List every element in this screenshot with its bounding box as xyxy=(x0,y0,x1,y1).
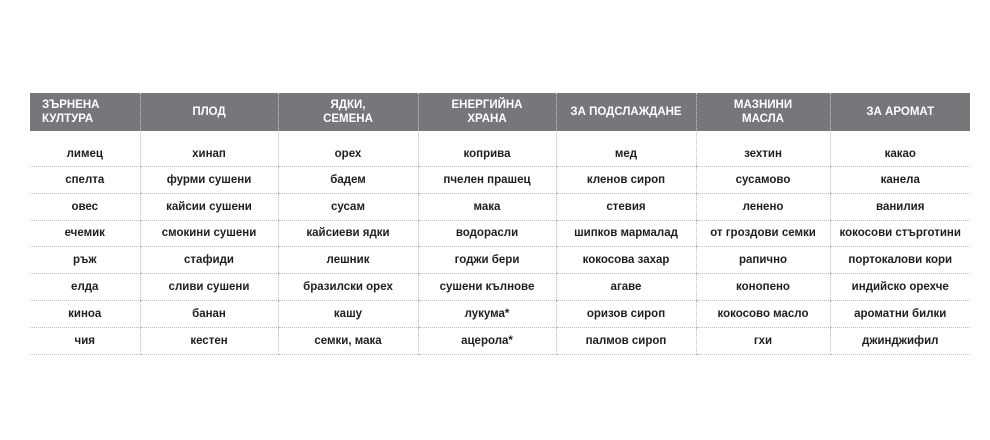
header-aroma-line-1: ЗА АРОМАТ xyxy=(866,106,935,118)
table-row xyxy=(30,300,970,327)
table-cell: мака xyxy=(418,193,556,220)
table-row xyxy=(30,274,970,301)
table-cell: сусамово xyxy=(696,167,830,194)
table-cell: ръж xyxy=(30,247,140,274)
table-cell: елда xyxy=(30,274,140,301)
table-cell: кайсии сушени xyxy=(140,193,278,220)
header-nuts-line-2: СЕМЕНА xyxy=(323,113,373,125)
table-cell: спелта xyxy=(30,167,140,194)
table-cell: джинджифил xyxy=(830,327,970,354)
table-cell: кестен xyxy=(140,327,278,354)
table-cell: ечемик xyxy=(30,220,140,247)
table-cell: гхи xyxy=(696,327,830,354)
table-cell: сливи сушени xyxy=(140,274,278,301)
table-header xyxy=(30,93,970,131)
table-cell: от гроздови семки xyxy=(696,220,830,247)
table-cell: портокалови кори xyxy=(830,247,970,274)
table-row xyxy=(30,247,970,274)
table-cell: кокосова захар xyxy=(556,247,696,274)
table-cell: канела xyxy=(830,167,970,194)
table-cell: конопено xyxy=(696,274,830,301)
table-cell: годжи бери xyxy=(418,247,556,274)
table-cell: кокосово масло xyxy=(696,300,830,327)
table-cell: кленов сироп xyxy=(556,167,696,194)
header-nuts-line-1: ЯДКИ, xyxy=(330,99,366,111)
table-cell: бразилски орех xyxy=(278,274,418,301)
table-cell: какао xyxy=(830,131,970,167)
table-cell: коприва xyxy=(418,131,556,167)
table-cell: сусам xyxy=(278,193,418,220)
table-cell: лимец xyxy=(30,131,140,167)
table-cell: фурми сушени xyxy=(140,167,278,194)
table-row xyxy=(30,167,970,194)
table-cell: хинап xyxy=(140,131,278,167)
table-cell: стевия xyxy=(556,193,696,220)
table-cell: киноа xyxy=(30,300,140,327)
header-row xyxy=(30,93,970,131)
header-energy-line-2: ХРАНА xyxy=(467,113,507,125)
table-cell: мед xyxy=(556,131,696,167)
table-cell: кашу xyxy=(278,300,418,327)
table-cell: палмов сироп xyxy=(556,327,696,354)
table-cell: смокини сушени xyxy=(140,220,278,247)
table-row xyxy=(30,131,970,167)
table-cell: лешник xyxy=(278,247,418,274)
header-nuts-seeds xyxy=(278,93,418,131)
header-sweeteners xyxy=(556,93,696,131)
table-cell: лукума* xyxy=(418,300,556,327)
table-cell: сушени кълнове xyxy=(418,274,556,301)
table-cell: агаве xyxy=(556,274,696,301)
table-cell: стафиди xyxy=(140,247,278,274)
table-cell: рапично xyxy=(696,247,830,274)
header-grain-line-1: ЗЪРНЕНА xyxy=(42,99,100,111)
table-cell: ленено xyxy=(696,193,830,220)
table-cell: ванилия xyxy=(830,193,970,220)
header-fats-oils xyxy=(696,93,830,131)
header-sweeteners-line-1: ЗА ПОДСЛАЖДАНЕ xyxy=(570,106,682,118)
table-row xyxy=(30,220,970,247)
table-cell: водорасли xyxy=(418,220,556,247)
table-cell: кокосови стърготини xyxy=(830,220,970,247)
table-cell: индийско орехче xyxy=(830,274,970,301)
table-cell: ацерола* xyxy=(418,327,556,354)
header-grain-line-2: КУЛТУРА xyxy=(42,113,94,125)
header-fruit xyxy=(140,93,278,131)
header-fats-line-1: МАЗНИНИ xyxy=(733,99,793,111)
header-energy-line-1: ЕНЕРГИЙНА xyxy=(451,99,523,111)
header-energy-food xyxy=(418,93,556,131)
table-row xyxy=(30,327,970,354)
table-cell: орех xyxy=(278,131,418,167)
header-aroma xyxy=(830,93,970,131)
header-grain xyxy=(30,93,140,131)
table-cell: бадем xyxy=(278,167,418,194)
table-cell: семки, мака xyxy=(278,327,418,354)
table-body xyxy=(30,131,970,354)
table-cell: кайсиеви ядки xyxy=(278,220,418,247)
table-cell: зехтин xyxy=(696,131,830,167)
table-cell: пчелен прашец xyxy=(418,167,556,194)
table-cell: оризов сироп xyxy=(556,300,696,327)
food-categories-table xyxy=(30,93,970,355)
header-fats-line-2: МАСЛА xyxy=(742,113,784,125)
table-cell: ароматни билки xyxy=(830,300,970,327)
table-cell: чия xyxy=(30,327,140,354)
table-cell: овес xyxy=(30,193,140,220)
food-table-container xyxy=(30,93,970,355)
table-row xyxy=(30,193,970,220)
table-cell: шипков мармалад xyxy=(556,220,696,247)
table-cell: банан xyxy=(140,300,278,327)
header-fruit-line-1: ПЛОД xyxy=(192,106,226,118)
